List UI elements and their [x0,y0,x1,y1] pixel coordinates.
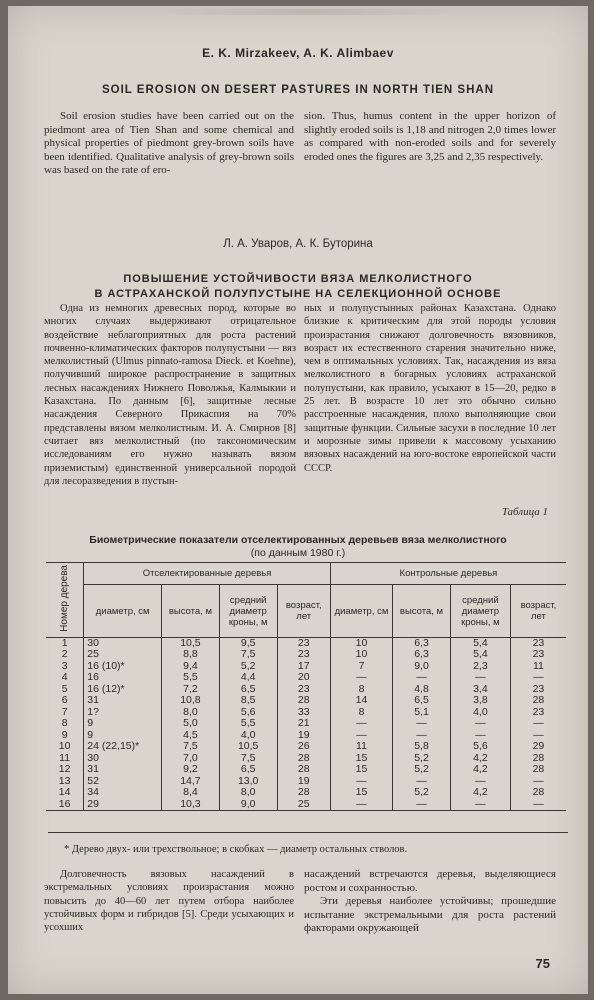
table-cell: 8,4 [162,787,220,799]
table-cell: 5,8 [393,741,451,753]
table-cell: 33 [277,707,330,719]
abstract-left-column: Soil erosion studies have been carried out on the piedmont area of Tien Shan and some chemical and physical properties of piedmont grey-brown soils have been identified. Qualitative analysis of grey-brown soils was based on the rate of ero- [44,110,294,176]
table-cell: — [510,718,566,730]
tree-number-cell: 9 [61,728,68,741]
article-body-right: ных и полупустынных районах Казахстана. Однако близкие к критическим для этой породы условия произрастания снижают долговечность вязовников, возраст их естественного старения значительно ниже, чем в оптимальных условиях. Так, насаждения из вяза мелколистного в богарных условиях астраханской полупустыни, как правило, усыхают в 15—20, редко в 25 лет. В возрасте 10 лет это обычно сильно расстроенные насаждения, плохо выполняющие свои защитные функции. Сильные засухи в последние 10 лет и морозные зимы привели к массовому усыханию вязовых насаждений на юго-востоке европейской части СССР. [304,303,556,474]
table-cell: 24 (22,15)* [84,741,162,753]
col-header: высота, м [162,585,220,638]
table-cell: 16 (10)* [84,661,162,673]
table-cell: 28 [510,753,566,765]
table-cell: 5,2 [219,661,277,673]
table-cell: 5,4 [450,637,510,649]
table-cell: 15 [330,764,392,776]
col-header: высота, м [393,585,451,638]
table-cell: 9,5 [219,637,277,649]
table-cell: 19 [277,730,330,742]
table-cell: 31 [84,764,162,776]
table-cell: 17 [277,661,330,673]
table-cell: 28 [277,764,330,776]
table-bottom-rule [48,832,568,833]
table-cell: 20 [277,672,330,684]
table-cell: 7,0 [162,753,220,765]
table-cell: 16 [84,672,162,684]
table-cell: 6,3 [393,649,451,661]
table-cell: 7 [330,661,392,673]
table-cell: 23 [510,637,566,649]
table-cell: — [393,718,451,730]
table-cell: 25 [277,799,330,811]
table-cell: 10 [330,637,392,649]
table-cell: 10 [330,649,392,661]
table-body [46,637,566,811]
table-cell: 7,5 [219,753,277,765]
group-header-control: Контрольные деревья [330,563,566,585]
table-title-sub: (по данным 1980 г.) [250,547,346,559]
col-header: средний диаметр кроны, м [219,585,277,638]
table-cell: — [330,730,392,742]
table-cell: 8 [330,684,392,696]
tree-number-cell: 6 [61,694,68,707]
table-cell: 9,0 [393,661,451,673]
tree-number-cell: 10 [58,740,71,753]
table-cell: — [393,799,451,811]
table-cell: — [450,672,510,684]
russian-title-line-2: В АСТРАХАНСКОЙ ПОЛУПУСТЫНЕ НА СЕЛЕКЦИОННОЙ ОСНОВЕ [94,288,502,300]
table-cell: 5,5 [219,718,277,730]
page-number: 75 [535,956,550,971]
table-cell: 26 [277,741,330,753]
table-cell: 4,2 [450,753,510,765]
biometric-table [46,562,566,811]
table-title-main: Биометрические показатели отселектированных деревьев вяза мелколистного [89,534,507,546]
table-cell: — [510,730,566,742]
table-cell: 3,8 [450,695,510,707]
russian-authors: Л. А. Уваров, А. К. Буторина [223,238,373,250]
table-cell: 8,0 [162,707,220,719]
table-cell: 4,2 [450,787,510,799]
table-cell: 28 [277,787,330,799]
table-cell: 5,4 [450,649,510,661]
table-cell: 23 [510,707,566,719]
table-cell: — [393,776,451,788]
table-cell: 4,8 [393,684,451,696]
bottom-left-column: Долговечность вязовых насаждений в экстремальных условиях произрастания можно повысить до 40—60 лет путем отбора наиболее устойчивых форм и гибридов [5]. Среди усыхающих и усохших [44,869,294,934]
table-cell: 4,0 [219,730,277,742]
table-cell: 5,2 [393,753,451,765]
table-cell: 23 [277,684,330,696]
tree-number-cell: 3 [61,659,68,672]
tree-number-cell: 7 [61,705,68,718]
tree-number-cell: 4 [61,671,68,684]
table-cell: 5,5 [162,672,220,684]
table-cell: — [450,799,510,811]
table-cell: 15 [330,753,392,765]
table-cell: — [393,730,451,742]
english-title: SOIL EROSION ON DESERT PASTURES IN NORTH TIEN SHAN [101,84,495,96]
table-cell: 10,5 [219,741,277,753]
table-cell: 8,0 [219,787,277,799]
table-cell: 31 [84,695,162,707]
table-cell: 9,4 [162,661,220,673]
table-cell: 28 [510,695,566,707]
table-cell: 15 [330,787,392,799]
table-cell: 19 [277,776,330,788]
table-cell: 14,7 [162,776,220,788]
table-cell: 23 [277,649,330,661]
table-cell: 13,0 [219,776,277,788]
table-cell: 6,5 [393,695,451,707]
tree-number-cell: 2 [61,648,68,661]
table-cell: — [393,672,451,684]
table-cell: 4,4 [219,672,277,684]
col-header: диаметр, см [330,585,392,638]
table-cell: 5,2 [393,764,451,776]
russian-title [8,272,588,302]
table-cell: 2,3 [450,661,510,673]
table-cell: — [510,799,566,811]
tree-number-cell: 12 [58,763,71,776]
bottom-right-column [304,868,556,936]
table-cell: — [330,718,392,730]
table-cell: 23 [510,684,566,696]
table-cell: 25 [84,649,162,661]
tree-number-cell: 14 [58,786,71,799]
table-cell: 16 (12)* [84,684,162,696]
table-cell: 5,6 [219,707,277,719]
table-cell: 6,5 [219,764,277,776]
table-cell: 5,0 [162,718,220,730]
bleed-through [158,9,458,15]
table-cell: 10,8 [162,695,220,707]
tree-number-cell: 16 [58,797,71,810]
row-header-cell [46,563,84,638]
table-cell: 5,6 [450,741,510,753]
table-cell: — [330,776,392,788]
col-header: диаметр, см [84,585,162,638]
table-cell: 5,2 [393,787,451,799]
col-header: средний диаметр кроны, м [450,585,510,638]
table-cell: 30 [84,753,162,765]
table-cell: 7,2 [162,684,220,696]
bottom-right-paragraph-1: насаждений встречаются деревья, выделяющиеся ростом и сохранностью. [304,868,556,894]
table-label: Таблица 1 [501,506,548,518]
table-cell: 28 [510,764,566,776]
table-cell: 14 [330,695,392,707]
english-authors: E. K. Mirzakeev, A. K. Alimbaev [202,46,394,60]
table-cell: 29 [84,799,162,811]
table-footnote: * Дерево двух- или трехствольное; в скобках — диаметр остальных стволов. [64,844,408,855]
table-cell: 9,0 [219,799,277,811]
table-cell: 11 [330,741,392,753]
table-cell: 7,5 [162,741,220,753]
table-cell: — [330,672,392,684]
table-title [8,534,588,560]
russian-title-line-1: ПОВЫШЕНИЕ УСТОЙЧИВОСТИ ВЯЗА МЕЛКОЛИСТНОГО [123,273,473,285]
table-cell: 1? [84,707,162,719]
table-cell: — [450,730,510,742]
table-cell: 4,2 [450,764,510,776]
table-cell: — [330,799,392,811]
table-cell: — [450,776,510,788]
tree-number-cell: 1 [61,636,68,649]
tree-number-cell: 11 [59,751,71,764]
table-cell: 23 [277,637,330,649]
table-cell: 9 [84,730,162,742]
col-header: возраст, лет [277,585,330,638]
table-cell: 6,3 [393,637,451,649]
abstract-right-column: sion. Thus, humus content in the upper horizon of slightly eroded soils is 1,18 and nitrogen 2,0 times lower as compared with non-eroded soils and for severely eroded ones the figures are 3,25 and 2,35 respectively. [304,110,556,163]
bottom-right-paragraph-2: Эти деревья наиболее устойчивы; прошедшие испытание экстремальными для роста растений факторами окружающей [304,895,556,934]
table-cell: 6,5 [219,684,277,696]
table-cell: 4,0 [450,707,510,719]
table-cell: 28 [277,695,330,707]
table-cell: 11 [510,661,566,673]
table-cell: 5,1 [393,707,451,719]
tree-number-cell: 5 [61,682,68,695]
table-cell: 7,5 [219,649,277,661]
table-cell: 10,3 [162,799,220,811]
table-cell: 34 [84,787,162,799]
table-cell: 23 [510,649,566,661]
table-cell: 4,5 [162,730,220,742]
table-cell: 52 [84,776,162,788]
article-body-left: Одна из немногих древесных пород, которые во многих случаях выдерживают отрицательное воздействие неблагоприятных для роста растений почвенно-климатических факторов полупустыни — вяз мелколистный (Ulmus pinnato-ramosa Dieck. et Koehne), получивший широкое распространение в защитных лесных насаждениях Нижнего Поволжья, Калмыкии и Казахстана. По данным [6], защитные лесные насаждения Северного Прикаспия на 70% представлены вязом мелколистным. И. А. Смирнов [8] считает вяз мелколистный (по таксономическим исследованиям его нужно называть вязом приземистым) единственной универсальной породой для лесоразведения в пустын- [44,303,296,487]
tree-number-cell: 13 [58,774,71,787]
table-cell: 8,8 [162,649,220,661]
table-cell: 28 [277,753,330,765]
table-cell: — [510,672,566,684]
table-cell: — [510,776,566,788]
table-cell: 8 [330,707,392,719]
table-cell: 9,2 [162,764,220,776]
group-header-selected: Отселектированные деревья [84,563,331,585]
table-cell: 3,4 [450,684,510,696]
table-cell: 8,5 [219,695,277,707]
table-cell: 30 [84,637,162,649]
table-cell: 21 [277,718,330,730]
tree-number-cell: 8 [61,717,68,730]
journal-page [8,6,588,994]
table-cell: 9 [84,718,162,730]
col-header: возраст, лет [510,585,566,638]
table-cell: 29 [510,741,566,753]
table-cell: — [450,718,510,730]
table-cell: 28 [510,787,566,799]
column-header-row [46,585,566,638]
table-cell: 10,5 [162,637,220,649]
row-header: Номер дерева [59,565,71,632]
table-row [46,799,566,811]
